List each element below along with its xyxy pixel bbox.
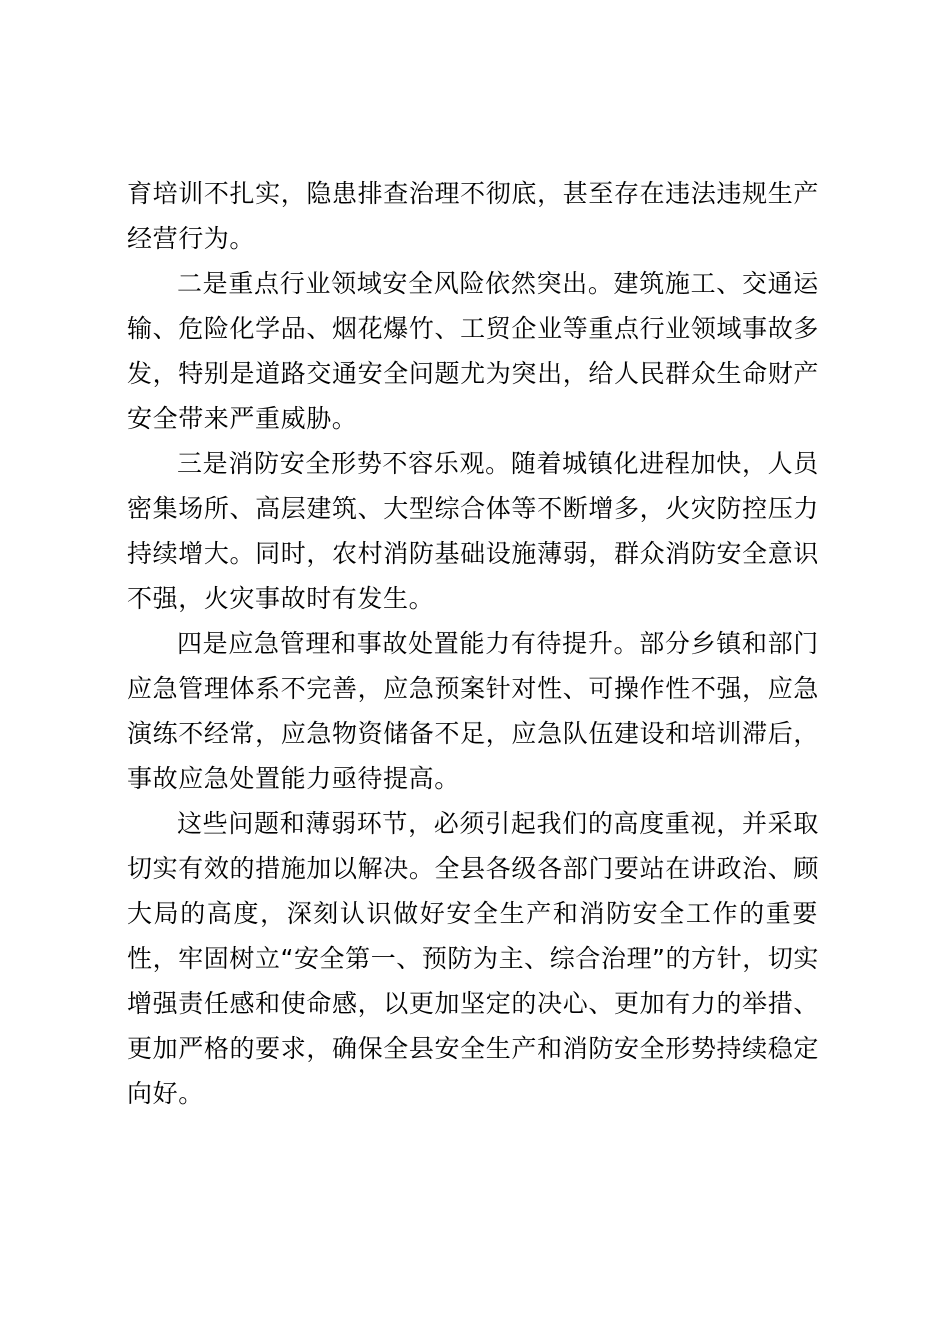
text-line: 经营行为。 — [127, 224, 256, 253]
text-line: 切实有效的措施加以解决。全县各级各部门要站在讲政治、顾 — [127, 854, 819, 883]
text-line: 二是重点行业领域安全风险依然突出。建筑施工、交通运 — [177, 269, 819, 298]
paragraph-2 — [127, 261, 819, 441]
text-line: 更加严格的要求，确保全县安全生产和消防安全形势持续稳定 — [127, 1034, 819, 1063]
text-line: 四是应急管理和事故处置能力有待提升。部分乡镇和部门 — [177, 629, 819, 658]
text-line: 输、危险化学品、烟花爆竹、工贸企业等重点行业领域事故多 — [127, 314, 819, 343]
text-line: 发，特别是道路交通安全问题尤为突出，给人民群众生命财产 — [127, 359, 819, 388]
text-line: 育培训不扎实，隐患排查治理不彻底，甚至存在违法违规生产 — [127, 179, 819, 208]
text-line: 安全带来严重威胁。 — [127, 404, 358, 433]
text-line: 三是消防安全形势不容乐观。随着城镇化进程加快，人员 — [177, 449, 819, 478]
text-line: 性，牢固树立“安全第一、预防为主、综合治理”的方针，切实 — [127, 944, 819, 973]
paragraph-3 — [127, 441, 819, 621]
text-line: 增强责任感和使命感，以更加坚定的决心、更加有力的举措、 — [127, 989, 819, 1018]
text-line: 不强，火灾事故时有发生。 — [127, 584, 435, 613]
text-line: 事故应急处置能力亟待提高。 — [127, 764, 460, 793]
text-line: 持续增大。同时，农村消防基础设施薄弱，群众消防安全意识 — [127, 539, 819, 568]
text-line: 密集场所、高层建筑、大型综合体等不断增多，火灾防控压力 — [127, 494, 819, 523]
text-line: 向好。 — [127, 1079, 204, 1108]
paragraph-4 — [127, 621, 819, 801]
paragraph-5 — [127, 801, 819, 1116]
paragraph-1 — [127, 171, 819, 261]
text-line: 大局的高度，深刻认识做好安全生产和消防安全工作的重要 — [127, 899, 819, 928]
document-body — [127, 171, 819, 1116]
text-line: 这些问题和薄弱环节，必须引起我们的高度重视，并采取 — [177, 809, 819, 838]
text-line: 演练不经常，应急物资储备不足，应急队伍建设和培训滞后， — [127, 719, 819, 748]
text-line: 应急管理体系不完善，应急预案针对性、可操作性不强，应急 — [127, 674, 819, 703]
